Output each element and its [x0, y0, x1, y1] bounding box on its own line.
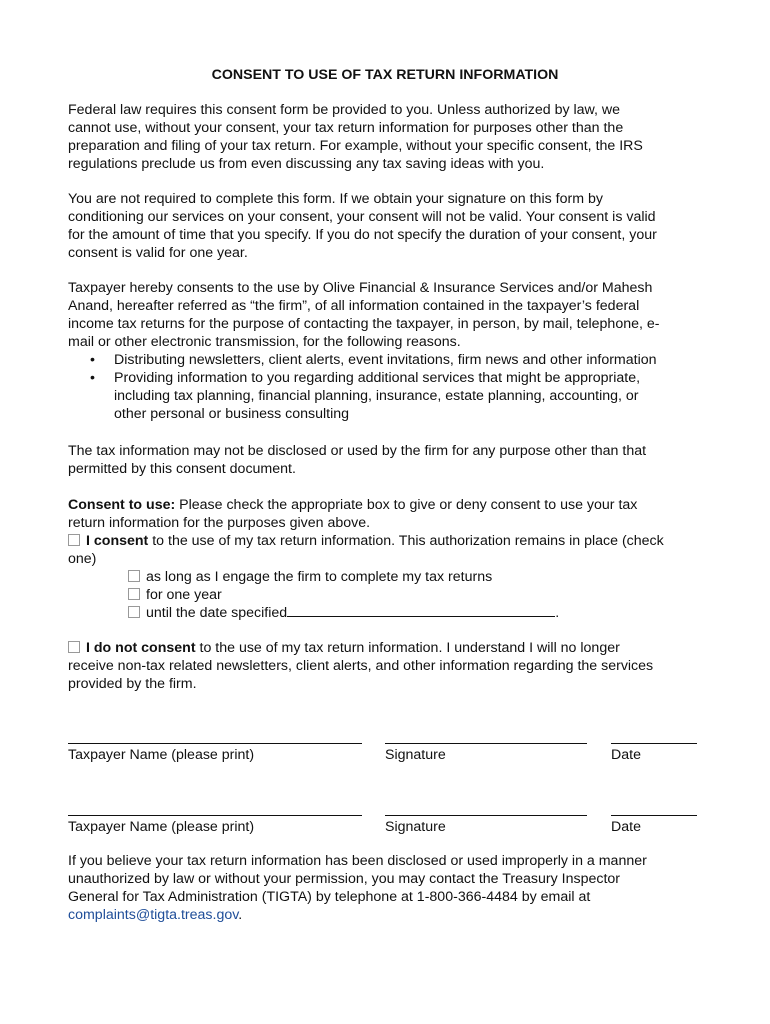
signature-field-1[interactable]: [385, 743, 587, 744]
no-consent-line2: receive non-tax related newsletters, client alerts, and other information regarding the services: [68, 658, 654, 674]
email-period: .: [238, 907, 243, 923]
option-date-label: until the date specified: [146, 605, 288, 621]
consent-heading-text: Please check the appropriate box to give or deny consent to use your tax: [175, 497, 638, 513]
taxpayer-name-label-2: Taxpayer Name (please print): [68, 819, 255, 835]
date-label-2: Date: [611, 819, 641, 835]
consent-section: [68, 496, 708, 622]
bullet-icon: •: [90, 352, 95, 368]
consent-heading-line: [68, 496, 708, 514]
taxpayer-name-field-2[interactable]: [68, 815, 362, 816]
taxpayer-name-field-1[interactable]: [68, 743, 362, 744]
paragraph-line: preparation and filing of your tax return. For example, without your specific consent, the IRS: [68, 138, 643, 154]
option-one-year-checkbox[interactable]: [128, 588, 140, 600]
option-engage-checkbox[interactable]: [128, 570, 140, 582]
option-date-checkbox[interactable]: [128, 606, 140, 618]
paragraph-line: The tax information may not be disclosed or used by the firm for any purpose other than that: [68, 443, 647, 459]
disclosure-paragraph: [68, 442, 708, 478]
no-consent-label: I do not consent: [86, 640, 196, 656]
date-specified-field[interactable]: [287, 604, 555, 617]
bullet-icon: •: [90, 370, 95, 386]
paragraph-line: Taxpayer hereby consents to the use by Olive Financial & Insurance Services and/or Mahesh: [68, 280, 653, 296]
reasons-list: [68, 351, 708, 423]
paragraph-line: cannot use, without your consent, your tax return information for purposes other than the: [68, 120, 624, 136]
list-item: [68, 351, 708, 369]
email-line: [68, 906, 708, 924]
paragraph-line: for the amount of time that you specify. If you do not specify the duration of your consent, your: [68, 227, 657, 243]
paragraph-line: If you believe your tax return information has been disclosed or used improperly in a manner: [68, 853, 647, 869]
list-item-text: Providing information to you regarding additional services that might be appropriate,: [114, 370, 641, 386]
i-consent-checkbox[interactable]: [68, 534, 80, 546]
paragraph-line: income tax returns for the purpose of contacting the taxpayer, in person, by mail, telephone, e-: [68, 316, 660, 332]
list-item: [68, 369, 708, 423]
option-engage-label: as long as I engage the firm to complete my tax returns: [146, 569, 493, 585]
paragraph-line: mail or other electronic transmission, for the following reasons.: [68, 334, 461, 350]
option-engage: [68, 568, 708, 586]
i-consent-line: [68, 532, 708, 550]
option-one-year-label: for one year: [146, 587, 222, 603]
consent-heading-line2: return information for the purposes given above.: [68, 515, 371, 531]
no-consent-checkbox[interactable]: [68, 641, 80, 653]
no-consent-section: [68, 639, 708, 693]
list-item-text: including tax planning, financial planning, insurance, estate planning, accounting, or: [114, 388, 639, 404]
date-label-1: Date: [611, 747, 641, 763]
not-required-paragraph: [68, 190, 708, 262]
signature-label-1: Signature: [385, 747, 446, 763]
paragraph-line: General for Tax Administration (TIGTA) by telephone at 1-800-366-4484 by email at: [68, 889, 591, 905]
federal-law-paragraph: [68, 101, 708, 173]
date-field-1[interactable]: [611, 743, 697, 744]
page-title: CONSENT TO USE OF TAX RETURN INFORMATION: [211, 67, 559, 83]
list-item-text: Distributing newsletters, client alerts, event invitations, firm news and other information: [114, 352, 657, 368]
paragraph-line: regulations preclude us from even discussing any tax saving ideas with you.: [68, 156, 545, 172]
i-consent-text: to the use of my tax return information. This authorization remains in place (check: [148, 533, 664, 549]
signature-field-2[interactable]: [385, 815, 587, 816]
tigta-email-link[interactable]: complaints@tigta.treas.gov: [68, 907, 239, 923]
consent-heading: Consent to use:: [68, 497, 176, 513]
no-consent-line3: provided by the firm.: [68, 676, 197, 692]
i-consent-line2: one): [68, 551, 97, 567]
taxpayer-name-label-1: Taxpayer Name (please print): [68, 747, 255, 763]
taxpayer-consent-paragraph: [68, 279, 708, 351]
signature-label-2: Signature: [385, 819, 446, 835]
no-consent-text: to the use of my tax return information. I understand I will no longer: [195, 640, 620, 656]
paragraph-line: Anand, hereafter referred as “the firm”, of all information contained in the taxpayer’s federal: [68, 298, 640, 314]
i-consent-label: I consent: [86, 533, 149, 549]
paragraph-line: unauthorized by law or without your permission, you may contact the Treasury Inspector: [68, 871, 621, 887]
option-one-year: [68, 586, 708, 604]
paragraph-line: conditioning our services on your consent, your consent will not be valid. Your consent is valid: [68, 209, 656, 225]
list-item-text: other personal or business consulting: [114, 406, 350, 422]
date-period: .: [555, 605, 560, 621]
paragraph-line: You are not required to complete this form. If we obtain your signature on this form by: [68, 191, 603, 207]
tigta-footer-paragraph: [68, 852, 708, 924]
paragraph-line: consent is valid for one year.: [68, 245, 248, 261]
no-consent-line: [68, 639, 708, 657]
option-date-specified: [68, 604, 708, 622]
date-field-2[interactable]: [611, 815, 697, 816]
paragraph-line: Federal law requires this consent form be provided to you. Unless authorized by law, we: [68, 102, 621, 118]
paragraph-line: permitted by this consent document.: [68, 461, 296, 477]
